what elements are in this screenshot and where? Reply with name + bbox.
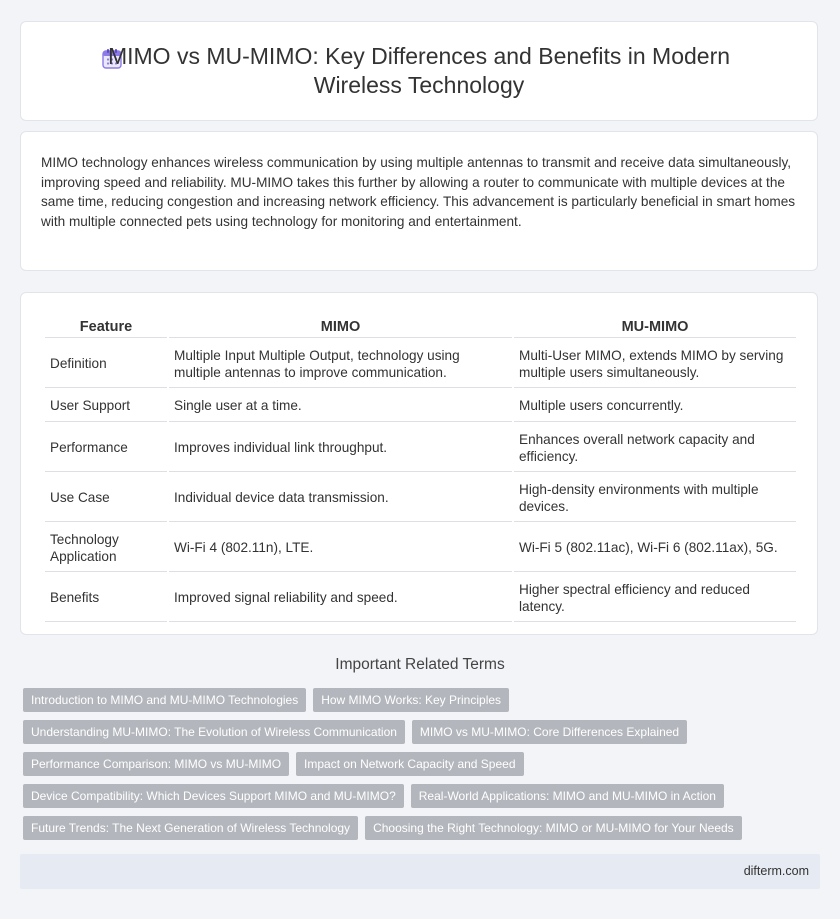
tag-row xyxy=(23,784,823,808)
feature-cell: Benefits xyxy=(45,574,167,622)
related-term-link[interactable]: MIMO vs MU-MIMO: Core Differences Explained xyxy=(412,720,687,744)
related-term-link[interactable]: Choosing the Right Technology: MIMO or MU-MIMO for Your Needs xyxy=(365,816,742,840)
mu-mimo-cell: Enhances overall network capacity and efficiency. xyxy=(514,424,796,472)
related-term-link[interactable]: Understanding MU-MIMO: The Evolution of Wireless Communication xyxy=(23,720,405,744)
column-header-feature: Feature xyxy=(45,316,167,338)
tag-row xyxy=(23,816,823,840)
related-term-link[interactable]: Device Compatibility: Which Devices Support MIMO and MU-MIMO? xyxy=(23,784,404,808)
mimo-cell: Multiple Input Multiple Output, technology using multiple antennas to improve communication. xyxy=(169,340,512,388)
page-title: MIMO vs MU-MIMO: Key Differences and Benefits in Modern Wireless Technology xyxy=(107,43,731,98)
tag-row xyxy=(23,752,823,776)
table-row xyxy=(45,390,796,422)
column-header-mu-mimo: MU-MIMO xyxy=(514,316,796,338)
header-card xyxy=(20,21,818,121)
related-term-link[interactable]: Introduction to MIMO and MU-MIMO Technologies xyxy=(23,688,306,712)
mimo-cell: Improved signal reliability and speed. xyxy=(169,574,512,622)
column-header-mimo: MIMO xyxy=(169,316,512,338)
related-terms-list xyxy=(23,688,823,848)
related-term-link[interactable]: Real-World Applications: MIMO and MU-MIMO in Action xyxy=(411,784,724,808)
comparison-table xyxy=(43,314,798,624)
feature-cell: Definition xyxy=(45,340,167,388)
table-row xyxy=(45,474,796,522)
comparison-table-card xyxy=(20,292,818,635)
mimo-cell: Improves individual link throughput. xyxy=(169,424,512,472)
mu-mimo-cell: Multi-User MIMO, extends MIMO by serving multiple users simultaneously. xyxy=(514,340,796,388)
mimo-cell: Single user at a time. xyxy=(169,390,512,422)
intro-text: MIMO technology enhances wireless communication by using multiple antennas to transmit and receive data simultaneously, improving speed and reliability. MU-MIMO takes this further by allowing a router to communicate with multiple devices at the same time, reducing congestion and increasing network efficiency. This advancement is particularly beneficial in smart homes with multiple connected pets using technology for monitoring and entertainment. xyxy=(41,155,796,229)
feature-cell: Performance xyxy=(45,424,167,472)
table-row xyxy=(45,340,796,388)
mimo-cell: Wi-Fi 4 (802.11n), LTE. xyxy=(169,524,512,572)
intro-card xyxy=(20,131,818,271)
tag-row xyxy=(23,688,823,712)
table-header-row xyxy=(45,316,796,338)
mimo-cell: Individual device data transmission. xyxy=(169,474,512,522)
related-terms-title: Important Related Terms xyxy=(335,656,505,673)
mu-mimo-cell: High-density environments with multiple devices. xyxy=(514,474,796,522)
site-name[interactable]: difterm.com xyxy=(743,864,809,878)
mu-mimo-cell: Wi-Fi 5 (802.11ac), Wi-Fi 6 (802.11ax), 5G. xyxy=(514,524,796,572)
mu-mimo-cell: Higher spectral efficiency and reduced latency. xyxy=(514,574,796,622)
related-term-link[interactable]: Impact on Network Capacity and Speed xyxy=(296,752,523,776)
footer xyxy=(20,854,820,889)
related-term-link[interactable]: Future Trends: The Next Generation of Wireless Technology xyxy=(23,816,358,840)
table-row xyxy=(45,424,796,472)
feature-cell: User Support xyxy=(45,390,167,422)
feature-cell: Use Case xyxy=(45,474,167,522)
feature-cell: Technology Application xyxy=(45,524,167,572)
related-term-link[interactable]: How MIMO Works: Key Principles xyxy=(313,688,509,712)
table-row xyxy=(45,574,796,622)
related-term-link[interactable]: Performance Comparison: MIMO vs MU-MIMO xyxy=(23,752,289,776)
table-row xyxy=(45,524,796,572)
mu-mimo-cell: Multiple users concurrently. xyxy=(514,390,796,422)
tag-row xyxy=(23,720,823,744)
